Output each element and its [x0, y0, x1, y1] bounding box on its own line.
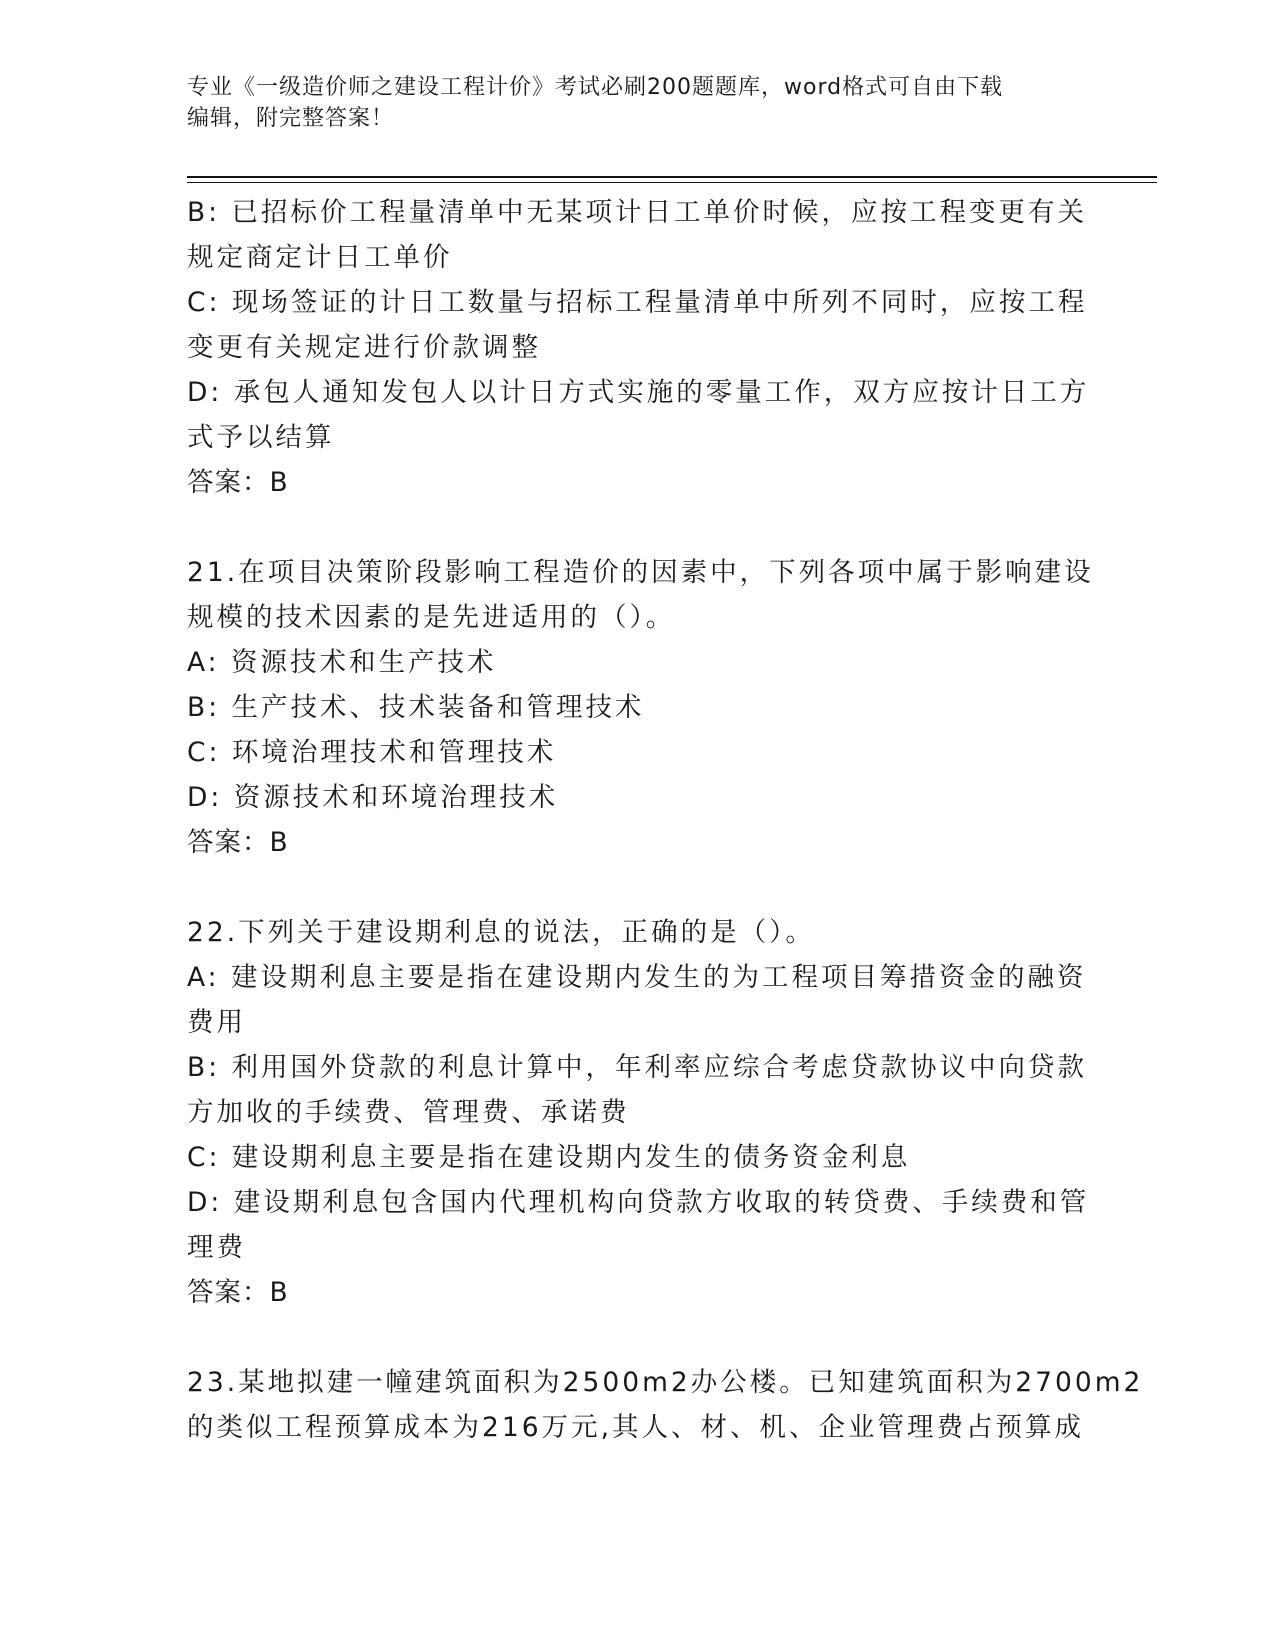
header-divider-thick: [187, 176, 1157, 178]
q23-stem-line-2: 的类似工程预算成本为216万元,其人、材、机、企业管理费占预算成: [187, 1412, 1085, 1443]
question-23: [187, 1360, 1144, 1450]
question-22: [187, 910, 1090, 1315]
q22-option-b-line-1: B: 利用国外贷款的利息计算中，年利率应综合考虑贷款协议中向贷款: [187, 1052, 1088, 1083]
question-20-tail: [187, 190, 1090, 505]
header-line-1: 专业《一级造价师之建设工程计价》考试必刷200题题库，word格式可自由下载: [187, 75, 1004, 100]
q21-option-c: C: 环境治理技术和管理技术: [187, 737, 557, 768]
q21-option-b: B: 生产技术、技术装备和管理技术: [187, 692, 645, 723]
document-body: [187, 190, 1144, 1450]
q20-option-c-line-1: C: 现场签证的计日工数量与招标工程量清单中所列不同时，应按工程: [187, 287, 1088, 318]
q20-option-c-line-2: 变更有关规定进行价款调整: [187, 332, 541, 363]
q23-stem-line-1: 23.某地拟建一幢建筑面积为2500m2办公楼。已知建筑面积为2700m2: [187, 1367, 1144, 1398]
q22-option-a-line-1: A: 建设期利息主要是指在建设期内发生的为工程项目筹措资金的融资: [187, 962, 1087, 993]
question-21: [187, 550, 1094, 865]
q20-option-b-line-2: 规定商定计日工单价: [187, 242, 453, 273]
q20-option-d-line-2: 式予以结算: [187, 422, 335, 453]
document-header: [187, 72, 1077, 134]
q20-option-b-line-1: B: 已招标价工程量清单中无某项计日工单价时候，应按工程变更有关: [187, 197, 1088, 228]
q21-option-a: A: 资源技术和生产技术: [187, 647, 497, 678]
spacer: [187, 505, 1077, 550]
spacer: [187, 1315, 1077, 1360]
q21-answer: 答案：B: [187, 827, 289, 858]
q22-answer: 答案：B: [187, 1277, 289, 1308]
q22-option-d-line-2: 理费: [187, 1232, 246, 1263]
q20-answer: 答案：B: [187, 467, 289, 498]
q21-stem-line-2: 规模的技术因素的是先进适用的（）。: [187, 602, 676, 633]
q20-option-d-line-1: D: 承包人通知发包人以计日方式实施的零量工作，双方应按计日工方: [187, 377, 1090, 408]
q21-option-d: D: 资源技术和环境治理技术: [187, 782, 559, 813]
q22-stem: 22.下列关于建设期利息的说法，正确的是（）。: [187, 917, 815, 948]
q21-stem-line-1: 21.在项目决策阶段影响工程造价的因素中，下列各项中属于影响建设: [187, 557, 1094, 588]
q22-option-a-line-2: 费用: [187, 1007, 246, 1038]
header-divider-thin: [187, 182, 1157, 183]
spacer: [187, 865, 1077, 910]
q22-option-c: C: 建设期利息主要是指在建设期内发生的债务资金利息: [187, 1142, 911, 1173]
q22-option-b-line-2: 方加收的手续费、管理费、承诺费: [187, 1097, 630, 1128]
header-line-2: 编辑，附完整答案！: [187, 106, 395, 131]
q22-option-d-line-1: D: 建设期利息包含国内代理机构向贷款方收取的转贷费、手续费和管: [187, 1187, 1090, 1218]
